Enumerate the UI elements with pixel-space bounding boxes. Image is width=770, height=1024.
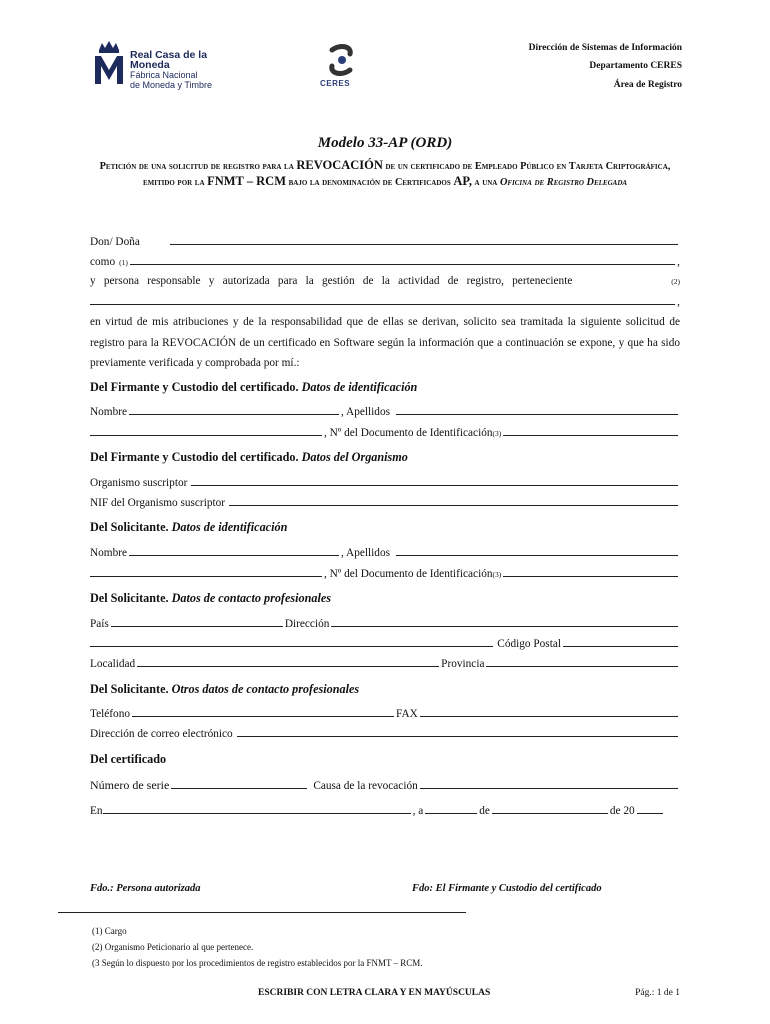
dept-line3: Área de Registro <box>613 80 682 90</box>
provincia-label: Provincia <box>441 658 485 670</box>
section-solicitante-contacto-bold: Del Solicitante. <box>90 591 169 605</box>
org-name-line3: de Moneda y Timbre <box>130 80 213 90</box>
don-field[interactable] <box>170 235 678 245</box>
pais-field[interactable] <box>111 617 283 627</box>
solicitante-name-row <box>90 546 680 559</box>
section-firmante-org-italic: Datos del Organismo <box>301 450 408 464</box>
serie-field[interactable] <box>171 779 307 789</box>
footer-instructions: ESCRIBIR CON LETRA CLARA Y EN MAYÚSCULAS <box>258 988 491 998</box>
solicitante-nombre-field[interactable] <box>129 546 339 556</box>
de-label: de <box>479 805 490 817</box>
section-firmante-id-bold: Del Firmante y Custodio del certificado. <box>90 380 299 394</box>
mes-field[interactable] <box>492 804 608 814</box>
solicitante-apellidos-field[interactable] <box>396 546 678 556</box>
organismo-comma: , <box>677 296 680 308</box>
firmante-apellidos-cont-field[interactable] <box>90 426 322 436</box>
fax-field[interactable] <box>420 707 678 717</box>
document-title: Modelo 33-AP (ORD) <box>317 135 453 151</box>
serie-row <box>90 778 680 793</box>
de20-label: de 20 <box>609 805 635 817</box>
solicitante-apellidos-label: , Apellidos <box>341 547 390 559</box>
nif-field[interactable] <box>229 496 678 506</box>
persona-text: y persona responsable y autorizada para la gestión de la actividad de registro, perteneciente <box>90 275 573 287</box>
anio-field[interactable] <box>637 804 663 814</box>
don-row <box>90 235 680 248</box>
solicitante-doc-field[interactable] <box>503 567 678 577</box>
persona-row <box>90 275 680 287</box>
section-solicitante-id-italic: Datos de identificación <box>171 520 288 534</box>
subtitle-fnmt: FNMT – RCM <box>207 174 287 188</box>
como-comma: , <box>677 256 680 268</box>
subtitle-ap: AP, <box>453 174 472 188</box>
ceres-logo <box>318 44 364 90</box>
dept-line1: Dirección de Sistemas de Información <box>528 43 682 53</box>
direccion-field[interactable] <box>331 617 678 627</box>
firmante-nombre-label: Nombre <box>90 406 128 418</box>
subtitle-part2: de un certificado de Empleado Público en Tarjeta Criptográfica, emitido por la <box>142 161 671 188</box>
ceres-swirl-icon <box>322 44 362 78</box>
subtitle-part4: a una <box>471 177 500 188</box>
como-label: como <box>90 256 116 268</box>
org-name-line2: Fábrica Nacional <box>130 70 198 80</box>
firmante-nombre-field[interactable] <box>129 405 339 415</box>
firmante-doc-row <box>90 426 680 439</box>
footnote-3: (3 Según lo dispuesto por los procedimientos de registro establecidos por la FNMT – RCM. <box>92 958 423 968</box>
pais-row <box>90 617 680 630</box>
signature-persona-autorizada: Fdo.: Persona autorizada <box>90 883 201 894</box>
email-label: Dirección de correo electrónico <box>90 728 233 740</box>
dept-line2: Departamento CERES <box>589 61 682 71</box>
nif-row <box>90 496 680 509</box>
subtitle-part1: Petición de una solicitud de registro para la <box>99 161 297 172</box>
solicitante-doc-label: , Nº del Documento de Identificación <box>324 568 493 580</box>
causa-label: Causa de la revocación <box>313 780 418 792</box>
don-label: Don/ Doña <box>90 236 140 248</box>
section-firmante-id <box>90 380 417 395</box>
solicitante-doc-row <box>90 567 680 580</box>
org-suscriptor-label: Organismo suscriptor <box>90 477 188 489</box>
direccion-label: Dirección <box>284 618 330 630</box>
intro-paragraph: en virtud de mis atribuciones y de la responsabilidad que de ellas se derivan, solicito sea tramitada la siguiente solicitud de registro para la REVOCACIÓN de un certificado en Software según la información que a continuación se expone, y que ha sido previamente verificada y comprobada por mí.: <box>90 316 680 369</box>
como-footnote-ref: (1) <box>119 258 128 267</box>
telefono-row <box>90 707 680 720</box>
section-solicitante-contacto-italic: Datos de contacto profesionales <box>171 591 332 605</box>
organismo-field[interactable] <box>90 295 675 305</box>
solicitante-doc-footnote-ref: (3) <box>492 570 502 579</box>
como-field[interactable] <box>130 255 675 265</box>
en-field[interactable] <box>103 804 411 814</box>
como-row <box>90 255 680 268</box>
section-solicitante-id <box>90 520 287 535</box>
email-field[interactable] <box>237 727 678 737</box>
subtitle-oficina: Oficina de Registro Delegada <box>499 177 628 188</box>
subtitle-revocacion: REVOCACIÓN <box>296 158 383 172</box>
organismo-row <box>90 295 680 308</box>
solicitante-apellidos-cont-field[interactable] <box>90 567 322 577</box>
localidad-label: Localidad <box>90 658 136 670</box>
email-row <box>90 727 680 740</box>
footnote-2: (2) Organismo Peticionario al que pertenece. <box>92 942 254 952</box>
org-suscriptor-row <box>90 476 680 489</box>
section-firmante-org-bold: Del Firmante y Custodio del certificado. <box>90 450 299 464</box>
firmante-doc-field[interactable] <box>503 426 678 436</box>
page-number: Pág.: 1 de 1 <box>635 988 680 998</box>
en-label: En <box>90 805 103 817</box>
subtitle-part3: bajo la denominación de Certificados <box>286 177 454 188</box>
section-certificado: Del certificado <box>90 752 167 766</box>
fax-label: FAX <box>396 708 418 720</box>
firmante-doc-footnote-ref: (3) <box>492 429 502 438</box>
firmante-apellidos-label: , Apellidos <box>341 406 390 418</box>
localidad-row <box>90 657 680 670</box>
section-firmante-org <box>90 450 408 465</box>
firmante-apellidos-field[interactable] <box>396 405 678 415</box>
telefono-field[interactable] <box>132 707 394 717</box>
dia-field[interactable] <box>425 804 477 814</box>
firmante-doc-label: , Nº del Documento de Identificación <box>324 427 493 439</box>
firmante-name-row <box>90 405 680 418</box>
document-subtitle <box>85 158 685 190</box>
signature-firmante: Fdo: El Firmante y Custodio del certificado <box>412 883 602 894</box>
section-solicitante-otros <box>90 682 359 697</box>
fecha-row <box>90 804 680 817</box>
section-solicitante-contacto <box>90 591 331 606</box>
persona-footnote-ref: (2) <box>671 277 680 286</box>
telefono-label: Teléfono <box>90 708 130 720</box>
org-name-line1: Real Casa de la Moneda <box>130 49 208 71</box>
serie-label: Número de serie <box>90 778 170 792</box>
fnmt-logo <box>92 40 242 90</box>
solicitante-nombre-label: Nombre <box>90 547 128 559</box>
cp-label: Código Postal <box>497 638 561 650</box>
section-solicitante-id-bold: Del Solicitante. <box>90 520 169 534</box>
ceres-label: CERES <box>320 79 351 88</box>
org-suscriptor-field[interactable] <box>191 476 678 486</box>
localidad-field[interactable] <box>137 657 439 667</box>
nif-label: NIF del Organismo suscriptor <box>90 497 226 509</box>
footnote-1: (1) Cargo <box>92 926 127 936</box>
fnmt-crest-icon <box>92 40 126 84</box>
cp-field[interactable] <box>563 637 678 647</box>
footnote-divider <box>58 912 466 913</box>
section-firmante-id-italic: Datos de identificación <box>301 380 418 394</box>
provincia-field[interactable] <box>486 657 678 667</box>
direccion-cont-field[interactable] <box>90 637 493 647</box>
pais-label: País <box>90 618 109 630</box>
section-solicitante-otros-bold: Del Solicitante. <box>90 682 169 696</box>
cp-row <box>90 637 680 650</box>
section-solicitante-otros-italic: Otros datos de contacto profesionales <box>171 682 360 696</box>
a-label: , a <box>412 805 424 817</box>
causa-field[interactable] <box>420 779 678 789</box>
